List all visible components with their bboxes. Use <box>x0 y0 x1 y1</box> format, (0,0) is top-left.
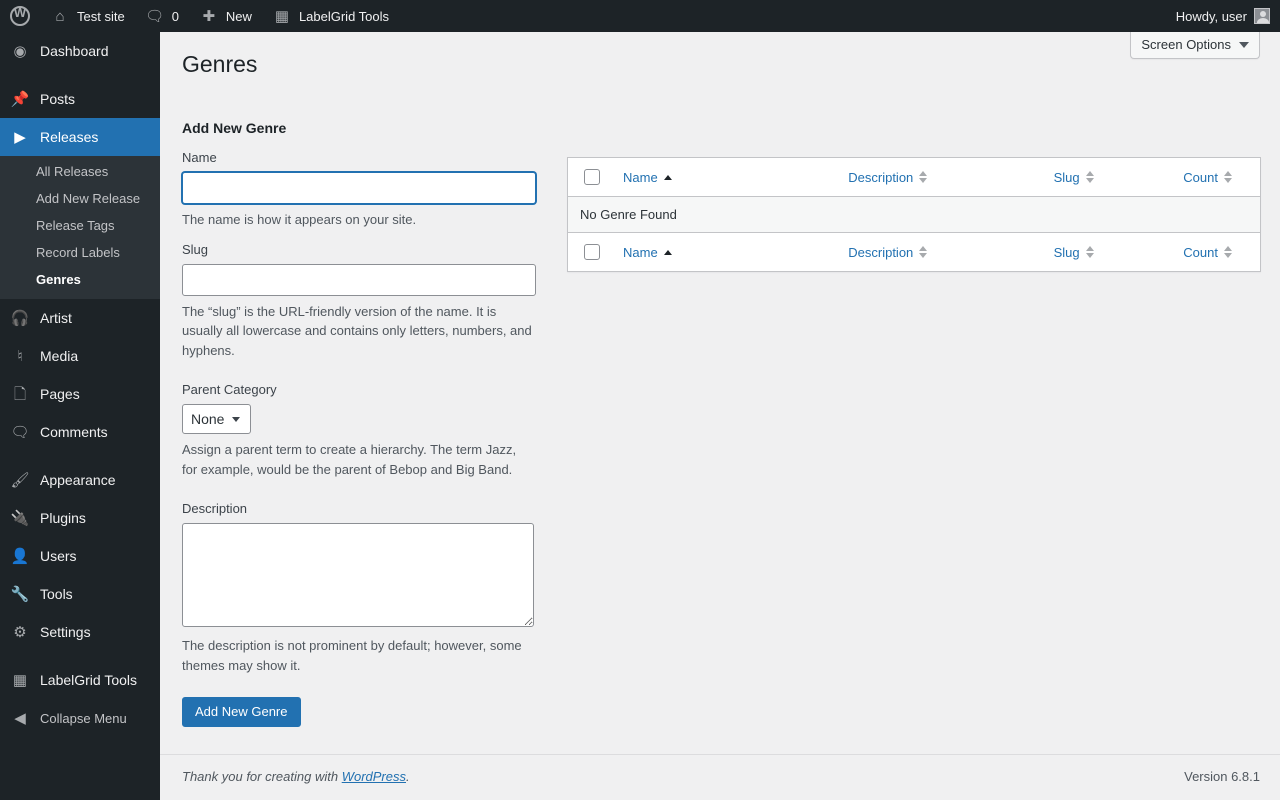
select-all-footer <box>568 233 614 272</box>
sortable-count-footer[interactable] <box>1183 245 1232 260</box>
admin-footer <box>160 754 1280 800</box>
sidebar-item-plugins[interactable] <box>0 499 160 537</box>
table-foot <box>568 233 1261 272</box>
parent-category-select[interactable] <box>182 404 251 434</box>
name-label: Name <box>182 150 217 165</box>
headphones-icon: 🎧 <box>10 309 30 327</box>
sortable-count[interactable] <box>1183 170 1232 185</box>
sort-indicator-icon <box>919 246 927 258</box>
user-icon: 👤 <box>10 547 30 565</box>
labelgrid-tools-menu[interactable] <box>262 0 399 32</box>
sidebar-item-artist[interactable] <box>0 299 160 337</box>
sidebar-item-label: Dashboard <box>40 42 109 59</box>
sidebar-item-releases[interactable] <box>0 118 160 156</box>
submenu-item-release-tags[interactable]: Release Tags <box>36 218 115 233</box>
footer-thanks-prefix: Thank you for creating with <box>182 769 342 784</box>
sort-indicator-icon <box>664 175 672 180</box>
parent-category-label: Parent Category <box>182 382 277 397</box>
my-account-menu[interactable] <box>1166 0 1280 32</box>
sortable-name[interactable] <box>623 170 672 185</box>
settings-icon: ⚙ <box>13 623 27 641</box>
media-icon: ♮ <box>17 347 23 365</box>
sort-indicator-icon <box>1086 246 1094 258</box>
column-label-count: Count <box>1183 169 1218 185</box>
genres-list-table-wrap <box>567 157 1261 272</box>
collapse-menu-label: Collapse Menu <box>40 710 127 726</box>
column-label-description: Description <box>848 169 914 185</box>
sort-indicator-icon <box>1224 171 1232 183</box>
field-parent-category <box>182 382 557 479</box>
sidebar-item-label: Tools <box>40 585 73 602</box>
slug-help-text: The “slug” is the URL-friendly version of the name. It is usually all lowercase and contains only letters, numbers, and hyphens. <box>182 303 532 358</box>
select-all-checkbox-top[interactable] <box>584 169 600 185</box>
column-label-count: Count <box>1183 244 1218 260</box>
column-label-slug: Slug <box>1053 169 1080 185</box>
howdy-label: Howdy, user <box>1175 8 1247 24</box>
add-new-genre-button[interactable]: Add New Genre <box>182 697 301 727</box>
form-submit-row <box>182 697 557 727</box>
description-textarea[interactable] <box>182 523 534 627</box>
sidebar-item-label: Users <box>40 547 77 564</box>
releases-submenu <box>0 156 160 299</box>
field-name <box>182 150 557 230</box>
parent-category-value: None <box>191 411 225 427</box>
grid-icon: ▦ <box>12 671 28 689</box>
site-name-label: Test site <box>77 8 125 24</box>
menu-separator <box>0 651 160 661</box>
screen-options-button[interactable] <box>1130 32 1260 59</box>
admin-sidebar <box>0 32 160 800</box>
user-avatar <box>1254 8 1270 24</box>
wordpress-link[interactable]: WordPress <box>341 769 406 784</box>
labelgrid-tools-label: LabelGrid Tools <box>298 8 390 24</box>
sort-indicator-icon <box>919 171 927 183</box>
parent-category-help-text: Assign a parent term to create a hierarchy. The term Jazz, for example, would be the parent of Bebop and Big Band. <box>182 442 517 477</box>
field-description <box>182 501 557 675</box>
sidebar-item-label: Settings <box>40 623 91 640</box>
description-help-text: The description is not prominent by default; however, some themes may show it. <box>182 638 522 673</box>
column-header-count[interactable] <box>1173 158 1260 197</box>
column-header-description[interactable] <box>838 158 1043 197</box>
sidebar-item-tools[interactable] <box>0 575 160 613</box>
table-footer-row <box>568 233 1261 272</box>
column-label-description: Description <box>848 244 914 260</box>
table-head <box>568 158 1261 197</box>
submenu-item-record-labels[interactable]: Record Labels <box>36 245 120 260</box>
plus-icon: ✚ <box>202 7 216 25</box>
sidebar-item-users[interactable] <box>0 537 160 575</box>
sidebar-item-label: Releases <box>40 128 99 145</box>
admin-bar <box>0 0 1280 32</box>
sidebar-item-label: Media <box>40 347 79 364</box>
select-all-header <box>568 158 614 197</box>
new-content-menu[interactable] <box>189 0 262 32</box>
description-label: Description <box>182 501 248 516</box>
column-header-name[interactable] <box>613 158 838 197</box>
column-header-slug[interactable] <box>1044 158 1174 197</box>
table-header-row <box>568 158 1261 197</box>
genres-list-table <box>567 157 1261 272</box>
sort-indicator-icon <box>664 250 672 255</box>
table-body <box>568 197 1261 233</box>
sidebar-item-label: Plugins <box>40 509 86 526</box>
comments-count: 0 <box>171 8 179 24</box>
brush-icon: 🖌 <box>10 471 30 489</box>
sort-indicator-icon <box>1086 171 1094 183</box>
pages-icon: 🗋 <box>13 385 27 403</box>
sidebar-item-label: Artist <box>40 309 72 326</box>
add-new-genre-form <box>182 120 557 727</box>
column-label-name: Name <box>623 244 658 260</box>
form-heading: Add New Genre <box>182 120 287 136</box>
menu-separator <box>0 70 160 80</box>
sidebar-item-posts[interactable] <box>0 80 160 118</box>
screen-meta-links <box>1130 32 1260 59</box>
name-input[interactable] <box>182 172 536 204</box>
dashboard-icon: ◉ <box>13 42 27 60</box>
sortable-slug[interactable] <box>1054 170 1094 185</box>
no-items-message: No Genre Found <box>568 197 1261 233</box>
sidebar-item-media[interactable] <box>0 337 160 375</box>
sidebar-item-label: Appearance <box>40 471 116 488</box>
page-title: Genres <box>182 51 258 77</box>
menu-separator <box>0 451 160 461</box>
slug-input[interactable] <box>182 264 536 296</box>
sidebar-item-settings[interactable] <box>0 613 160 651</box>
sidebar-item-label: Pages <box>40 385 80 402</box>
collapse-menu-button[interactable] <box>0 699 160 737</box>
screen-options-label: Screen Options <box>1141 37 1231 52</box>
submenu-item-genres[interactable]: Genres <box>36 272 81 287</box>
sidebar-item-label: LabelGrid Tools <box>40 671 138 688</box>
table-empty-row <box>568 197 1261 233</box>
plug-icon: 🔌 <box>10 509 30 527</box>
wrench-icon: 🔧 <box>10 585 30 603</box>
releases-icon: ▶ <box>14 128 26 146</box>
name-help-text: The name is how it appears on your site. <box>182 212 417 227</box>
home-icon: ⌂ <box>55 7 65 25</box>
grid-icon: ▦ <box>274 7 290 25</box>
sidebar-item-appearance[interactable] <box>0 461 160 499</box>
sidebar-item-comments[interactable] <box>0 413 160 451</box>
field-slug <box>182 242 557 361</box>
comment-bubble-icon: 🗨 <box>145 7 165 25</box>
footer-thanks <box>182 769 410 784</box>
submenu-item-add-new-release[interactable]: Add New Release <box>36 191 141 206</box>
submenu-item-all-releases[interactable]: All Releases <box>36 164 109 179</box>
sort-indicator-icon <box>1224 246 1232 258</box>
sortable-description-footer[interactable] <box>848 245 927 260</box>
column-footer-name[interactable] <box>613 233 838 272</box>
comment-bubble-icon: 🗨 <box>10 423 30 441</box>
wordpress-logo-icon <box>10 6 30 26</box>
column-label-name: Name <box>623 169 658 185</box>
wordpress-logo-menu[interactable] <box>0 0 40 32</box>
chevron-down-icon <box>1239 42 1249 48</box>
sortable-description[interactable] <box>848 170 927 185</box>
sidebar-item-label: Posts <box>40 90 76 107</box>
new-label: New <box>225 8 252 24</box>
column-footer-description[interactable] <box>838 233 1043 272</box>
collapse-arrow-icon: ◀ <box>14 709 26 727</box>
sortable-name-footer[interactable] <box>623 245 672 260</box>
sidebar-item-pages[interactable] <box>0 375 160 413</box>
sortable-slug-footer[interactable] <box>1054 245 1094 260</box>
chevron-down-icon <box>232 417 240 422</box>
column-label-slug: Slug <box>1053 244 1080 260</box>
site-name-menu[interactable] <box>40 0 135 32</box>
select-all-checkbox-bottom[interactable] <box>584 244 600 260</box>
sidebar-item-labelgrid-tools[interactable] <box>0 661 160 699</box>
sidebar-item-dashboard[interactable] <box>0 32 160 70</box>
footer-thanks-suffix: . <box>406 769 410 784</box>
content-area <box>160 32 1280 800</box>
sidebar-item-label: Comments <box>40 423 108 440</box>
comments-menu[interactable] <box>135 0 189 32</box>
column-footer-count[interactable] <box>1173 233 1260 272</box>
slug-label: Slug <box>182 241 209 257</box>
pin-icon: 📌 <box>10 90 30 108</box>
column-footer-slug[interactable] <box>1044 233 1174 272</box>
footer-version: Version 6.8.1 <box>1184 769 1260 784</box>
